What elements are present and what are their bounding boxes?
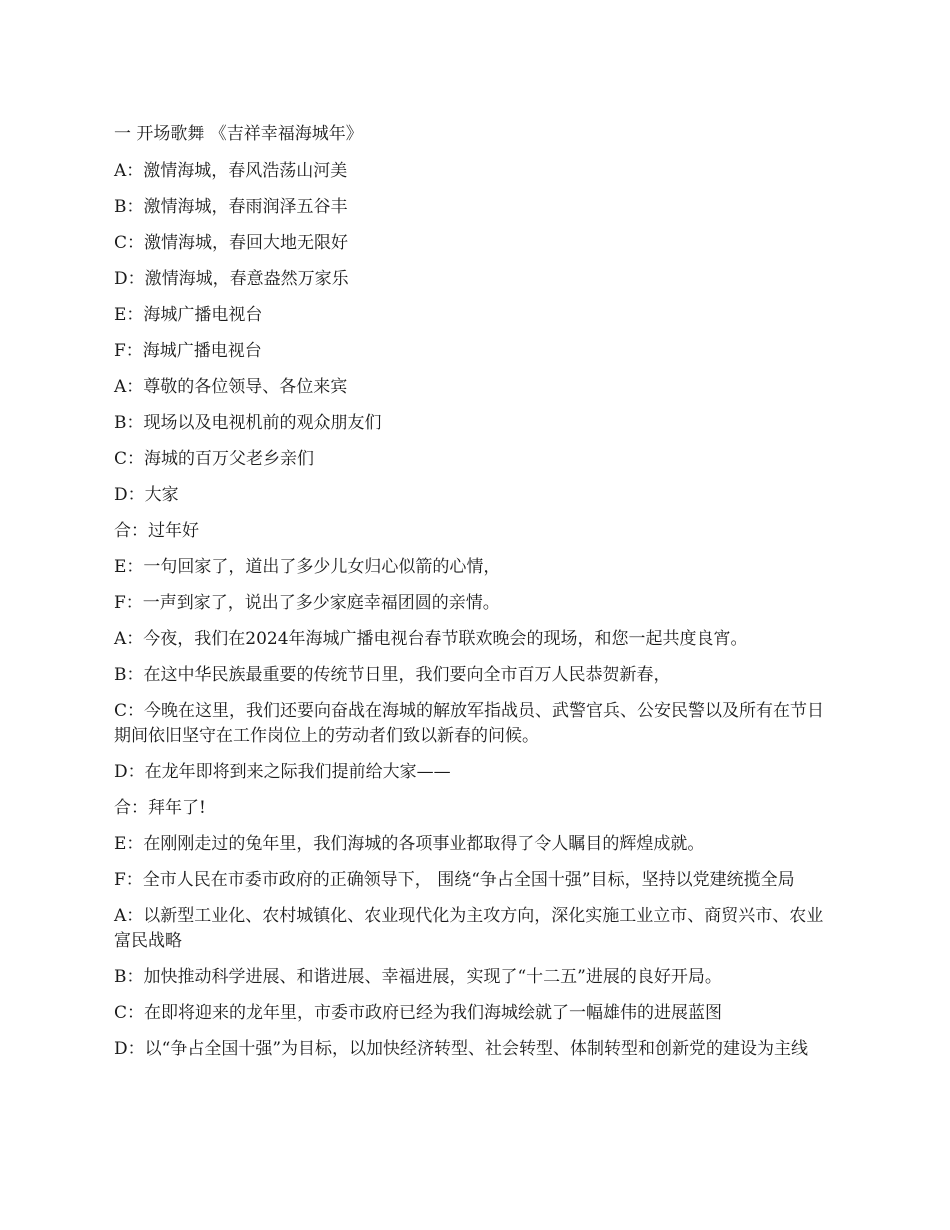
script-line-b2: B：现场以及电视机前的观众朋友们 [114,413,382,433]
script-line-d2: D：大家 [114,485,179,505]
script-line-c1: C：激情海城，春回大地无限好 [114,233,349,253]
script-line-c3: C：今晚在这里，我们还要向奋战在海城的解放军指战员、武警官兵、公安民警以及所有在节日期间依旧坚守在工作岗位上的劳动者们致以新春的问候。 [114,701,825,746]
script-line-f1: F：海城广播电视台 [114,341,262,361]
script-line-a4: A：以新型工业化、农村城镇化、农业现代化为主攻方向，深化实施工业立市、商贸兴市、农业富民战略 [114,906,824,951]
script-line-c4: C：在即将迎来的龙年里，市委市政府已经为我们海城绘就了一幅雄伟的进展蓝图 [114,1003,723,1023]
script-line-d1: D：激情海城，春意盎然万家乐 [114,269,349,289]
script-line-b3: B：在这中华民族最重要的传统节日里，我们要向全市百万人民恭贺新春， [114,665,671,685]
script-line-b1: B：激情海城，春雨润泽五谷丰 [114,197,348,217]
script-line-a3: A：今夜，我们在2024年海城广播电视台春节联欢晚会的现场，和您一起共度良宵。 [114,629,748,649]
script-line-a2: A：尊敬的各位领导、各位来宾 [114,377,348,397]
script-line-b4: B：加快推动科学进展、和谐进展、幸福进展，实现了“十二五”进展的良好开局。 [114,967,722,987]
script-line-f3: F：全市人民在市委市政府的正确领导下， 围绕“争占全国十强”目标，坚持以党建统揽全局 [114,870,795,890]
script-line-chorus1: 合：过年好 [114,521,199,541]
program-title: 一 开场歌舞 《吉祥幸福海城年》 [114,124,363,144]
script-line-e1: E：海城广播电视台 [114,305,263,325]
script-line-f2: F：一声到家了，说出了多少家庭幸福团圆的亲情。 [114,593,500,613]
script-line-e3: E：在刚刚走过的兔年里，我们海城的各项事业都取得了令人瞩目的辉煌成就。 [114,834,705,854]
script-line-c2: C：海城的百万父老乡亲们 [114,449,315,469]
script-line-d4: D：以“争占全国十强”为目标，以加快经济转型、社会转型、体制转型和创新党的建设为主线 [114,1039,809,1059]
script-line-a1: A：激情海城，春风浩荡山河美 [114,161,348,181]
script-line-chorus2: 合：拜年了! [114,798,206,818]
script-line-d3: D：在龙年即将到来之际我们提前给大家—— [114,762,451,782]
script-line-e2: E：一句回家了，道出了多少儿女归心似箭的心情， [114,557,501,577]
